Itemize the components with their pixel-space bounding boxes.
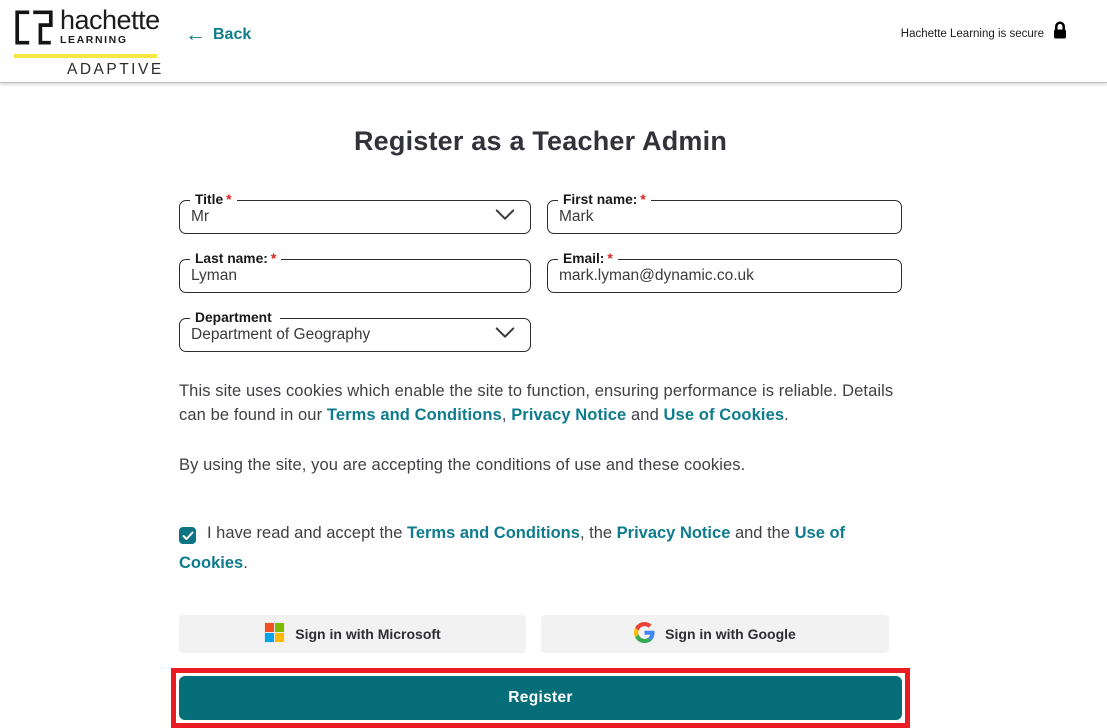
department-field	[179, 310, 531, 352]
consent-row: I have read and accept the Terms and Conditions, the Privacy Notice and the Use of Cookies.	[179, 523, 846, 572]
privacy-notice-link[interactable]: Privacy Notice	[616, 523, 731, 542]
header	[0, 0, 1107, 83]
google-logo-icon	[634, 622, 655, 646]
lock-icon	[1051, 21, 1069, 46]
hachette-learning-logo	[14, 5, 164, 79]
sign-in-with-google-button[interactable]	[541, 615, 889, 653]
email-field	[547, 251, 902, 293]
form-grid	[179, 192, 902, 352]
chevron-down-icon	[494, 326, 516, 345]
title-select-value: Mr	[191, 208, 210, 225]
consent-checkbox[interactable]	[179, 527, 196, 544]
required-asterisk: *	[270, 251, 277, 266]
privacy-notice-link[interactable]: Privacy Notice	[511, 405, 627, 424]
logo-sub-text: LEARNING	[60, 34, 128, 46]
chevron-down-icon	[494, 208, 516, 227]
logo-yellow-underline	[14, 54, 157, 58]
register-button[interactable]: Register	[179, 676, 902, 720]
logo-product-text: ADAPTIVE	[67, 61, 164, 78]
department-label: Department	[190, 309, 280, 326]
department-select-value: Department of Geography	[191, 326, 371, 343]
first-name-field	[547, 192, 902, 234]
required-asterisk: *	[640, 192, 646, 207]
google-button-label: Sign in with Google	[665, 625, 796, 642]
last-name-field	[179, 251, 531, 293]
terms-and-conditions-link[interactable]: Terms and Conditions	[406, 523, 580, 542]
secure-text: Hachette Learning is secure	[900, 27, 1044, 40]
secure-indicator	[901, 21, 1069, 46]
use-of-cookies-link[interactable]: Use of Cookies	[179, 523, 846, 572]
first-name-input[interactable]	[559, 208, 890, 226]
email-label: Email: *	[558, 250, 618, 267]
first-name-label: First name: *	[558, 191, 651, 208]
hachette-monogram-icon	[14, 9, 54, 51]
microsoft-logo-icon	[264, 622, 285, 646]
microsoft-button-label: Sign in with Microsoft	[295, 625, 441, 642]
page-title: Register as a Teacher Admin	[353, 126, 728, 156]
last-name-label: Last name: *	[190, 250, 281, 267]
terms-and-conditions-link[interactable]: Terms and Conditions	[326, 405, 502, 424]
required-asterisk: *	[226, 192, 232, 207]
conditions-of-use-text: By using the site, you are accepting the conditions of use and these cookies.	[179, 456, 746, 474]
logo-brand-text: hachette	[60, 5, 160, 35]
back-link[interactable]	[185, 24, 251, 45]
back-label: Back	[213, 25, 252, 43]
use-of-cookies-link[interactable]: Use of Cookies	[663, 405, 785, 424]
last-name-input[interactable]	[191, 267, 519, 285]
sign-in-with-microsoft-button[interactable]	[179, 615, 526, 653]
required-asterisk: *	[607, 251, 613, 266]
registration-form	[179, 126, 902, 728]
email-input[interactable]	[559, 267, 890, 285]
title-field	[179, 192, 531, 234]
sso-buttons	[179, 615, 902, 653]
title-label: Title *	[190, 191, 237, 208]
annotation-highlight-box	[171, 668, 910, 728]
cookie-notice-text: This site uses cookies which enable the site to function, ensuring performance is reliable. Details can be found in our Terms and Conditions, Privacy Notice and Use of Cookies.	[179, 382, 894, 424]
back-arrow-icon: ←	[185, 23, 206, 46]
